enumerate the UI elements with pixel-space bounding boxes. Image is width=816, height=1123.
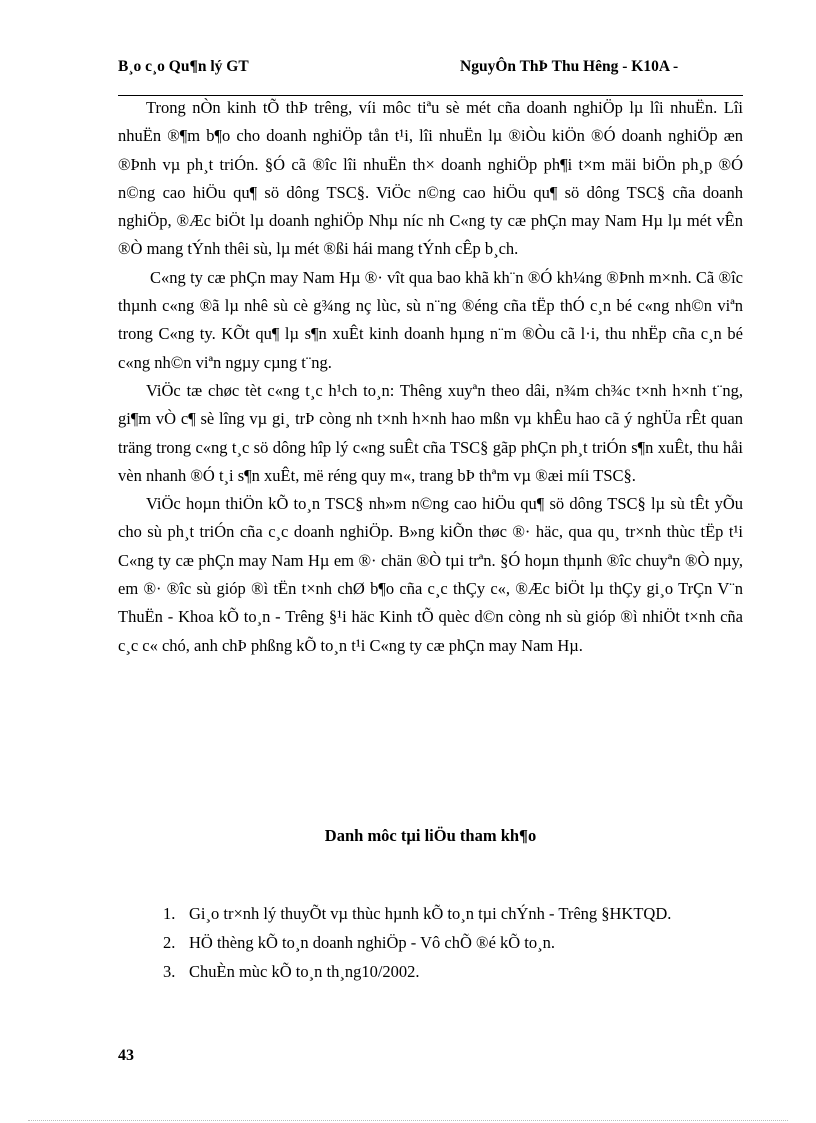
reference-text: Gi¸o tr×nh lý thuyÕt vµ thùc hµnh kÕ to¸n tµi chÝnh - Trêng §HKTQD. xyxy=(189,904,672,923)
paragraph-4: ViÖc hoµn thiÖn kÕ to¸n TSC§ nh»m n©ng cao hiÖu qu¶ sö dông TSC§ lµ sù tÊt yÕu cho sù ph¸t triÓn cña c¸c doanh nghiÖp. B»ng kiÕn thøc ®· häc, qua qu¸ tr×nh thùc tËp t¹i C«ng ty cæ phÇn may Nam Hµ em ®· chän ®Ò tµi trªn. §Ó hoµn thµnh ®îc chuyªn ®Ò nµy, em ®· ®îc sù gióp ®ì tËn t×nh chØ b¶o cña c¸c thÇy c«, ®Æc biÖt lµ thÇy gi¸o TrÇn V¨n ThuËn - Khoa kÕ to¸n - Trêng §¹i häc Kinh tÕ quèc d©n còng nh sù gióp ®ì nhiÖt t×nh cña c¸c c« chó, anh chÞ phßng kÕ to¸n t¹i C«ng ty cæ phÇn may Nam Hµ. xyxy=(118,494,743,655)
page-number: 43 xyxy=(118,1047,134,1064)
reference-text: HÖ thèng kÕ to¸n doanh nghiÖp - Vô chÕ ®é kÕ to¸n. xyxy=(189,933,556,952)
references-heading: Danh môc tµi liÖu tham kh¶o xyxy=(324,826,537,845)
page-bottom-edge xyxy=(28,1120,788,1121)
reference-number: 3. xyxy=(163,962,176,981)
reference-item xyxy=(163,930,743,956)
reference-item xyxy=(163,959,743,985)
references-list xyxy=(163,901,743,988)
reference-item xyxy=(163,901,743,927)
reference-number: 1. xyxy=(163,904,176,923)
paragraph-3: ViÖc tæ chøc tèt c«ng t¸c h¹ch to¸n: Thêng xuyªn theo dâi, n¾m ch¾c t×nh h×nh t¨ng, gi¶m vÒ c¶ sè lîng vµ gi¸ trÞ còng nh t×nh h×nh hao mßn vµ khÊu hao cã ý nghÜa rÊt quan träng trong c«ng t¸c sö dông hîp lý c«ng suÊt cña TSC§ gãp phÇn ph¸t triÓn s¶n xuÊt, thu håi vèn nhanh ®Ó t¸i s¶n xuÊt, më réng quy m«, trang bÞ thªm vµ ®æi míi TSC§. xyxy=(118,380,743,485)
reference-number: 2. xyxy=(163,933,176,952)
reference-text: ChuÈn mùc kÕ to¸n th¸ng10/2002. xyxy=(189,962,420,981)
header-report-title: B¸o c¸o Qu¶n lý GT xyxy=(118,58,249,75)
paragraph-2: C«ng ty cæ phÇn may Nam Hµ ®· vît qua bao khã kh¨n ®Ó kh¼ng ®Þnh m×nh. Cã ®îc thµnh c«ng ®ã lµ nhê sù cè g¾ng nç lùc, sù n¨ng ®éng cña tËp thÓ c¸n bé c«ng nh©n viªn trong C«ng ty. KÕt qu¶ lµ s¶n xuÊt kinh doanh hµng n¨m ®Òu cã l·i, thu nhËp cña c¸n bé c«ng nh©n viªn ngµy cµng t¨ng. xyxy=(118,267,743,372)
conclusion-body xyxy=(118,94,743,660)
page-header xyxy=(118,58,743,94)
paragraph-1: Trong nÒn kinh tÕ thÞ trêng, víi môc tiªu sè mét cña doanh nghiÖp lµ lîi nhuËn. Lîi nhuËn ®¶m b¶o cho doanh nghiÖp tån t¹i, lîi nhuËn lµ ®iÒu kiÖn ®Ó doanh nghiÖp æn ®Þnh vµ ph¸t triÓn. §Ó cã ®îc lîi nhuËn th× doanh nghiÖp ph¶i t×m mäi biÖn ph¸p ®Ó n©ng cao hiÖu qu¶ sö dông TSC§. ViÖc n©ng cao hiÖu qu¶ sö dông TSC§ cña doanh nghiÖp, ®Æc biÖt lµ doanh nghiÖp Nhµ níc nh C«ng ty cæ phÇn may Nam Hµ lµ mét vÊn ®Ò mang tÝnh thêi sù, lµ mét ®ßi hái mang tÝnh cÊp b¸ch. xyxy=(118,98,743,259)
header-author: NguyÔn ThÞ Thu Hêng - K10A - xyxy=(460,58,679,75)
